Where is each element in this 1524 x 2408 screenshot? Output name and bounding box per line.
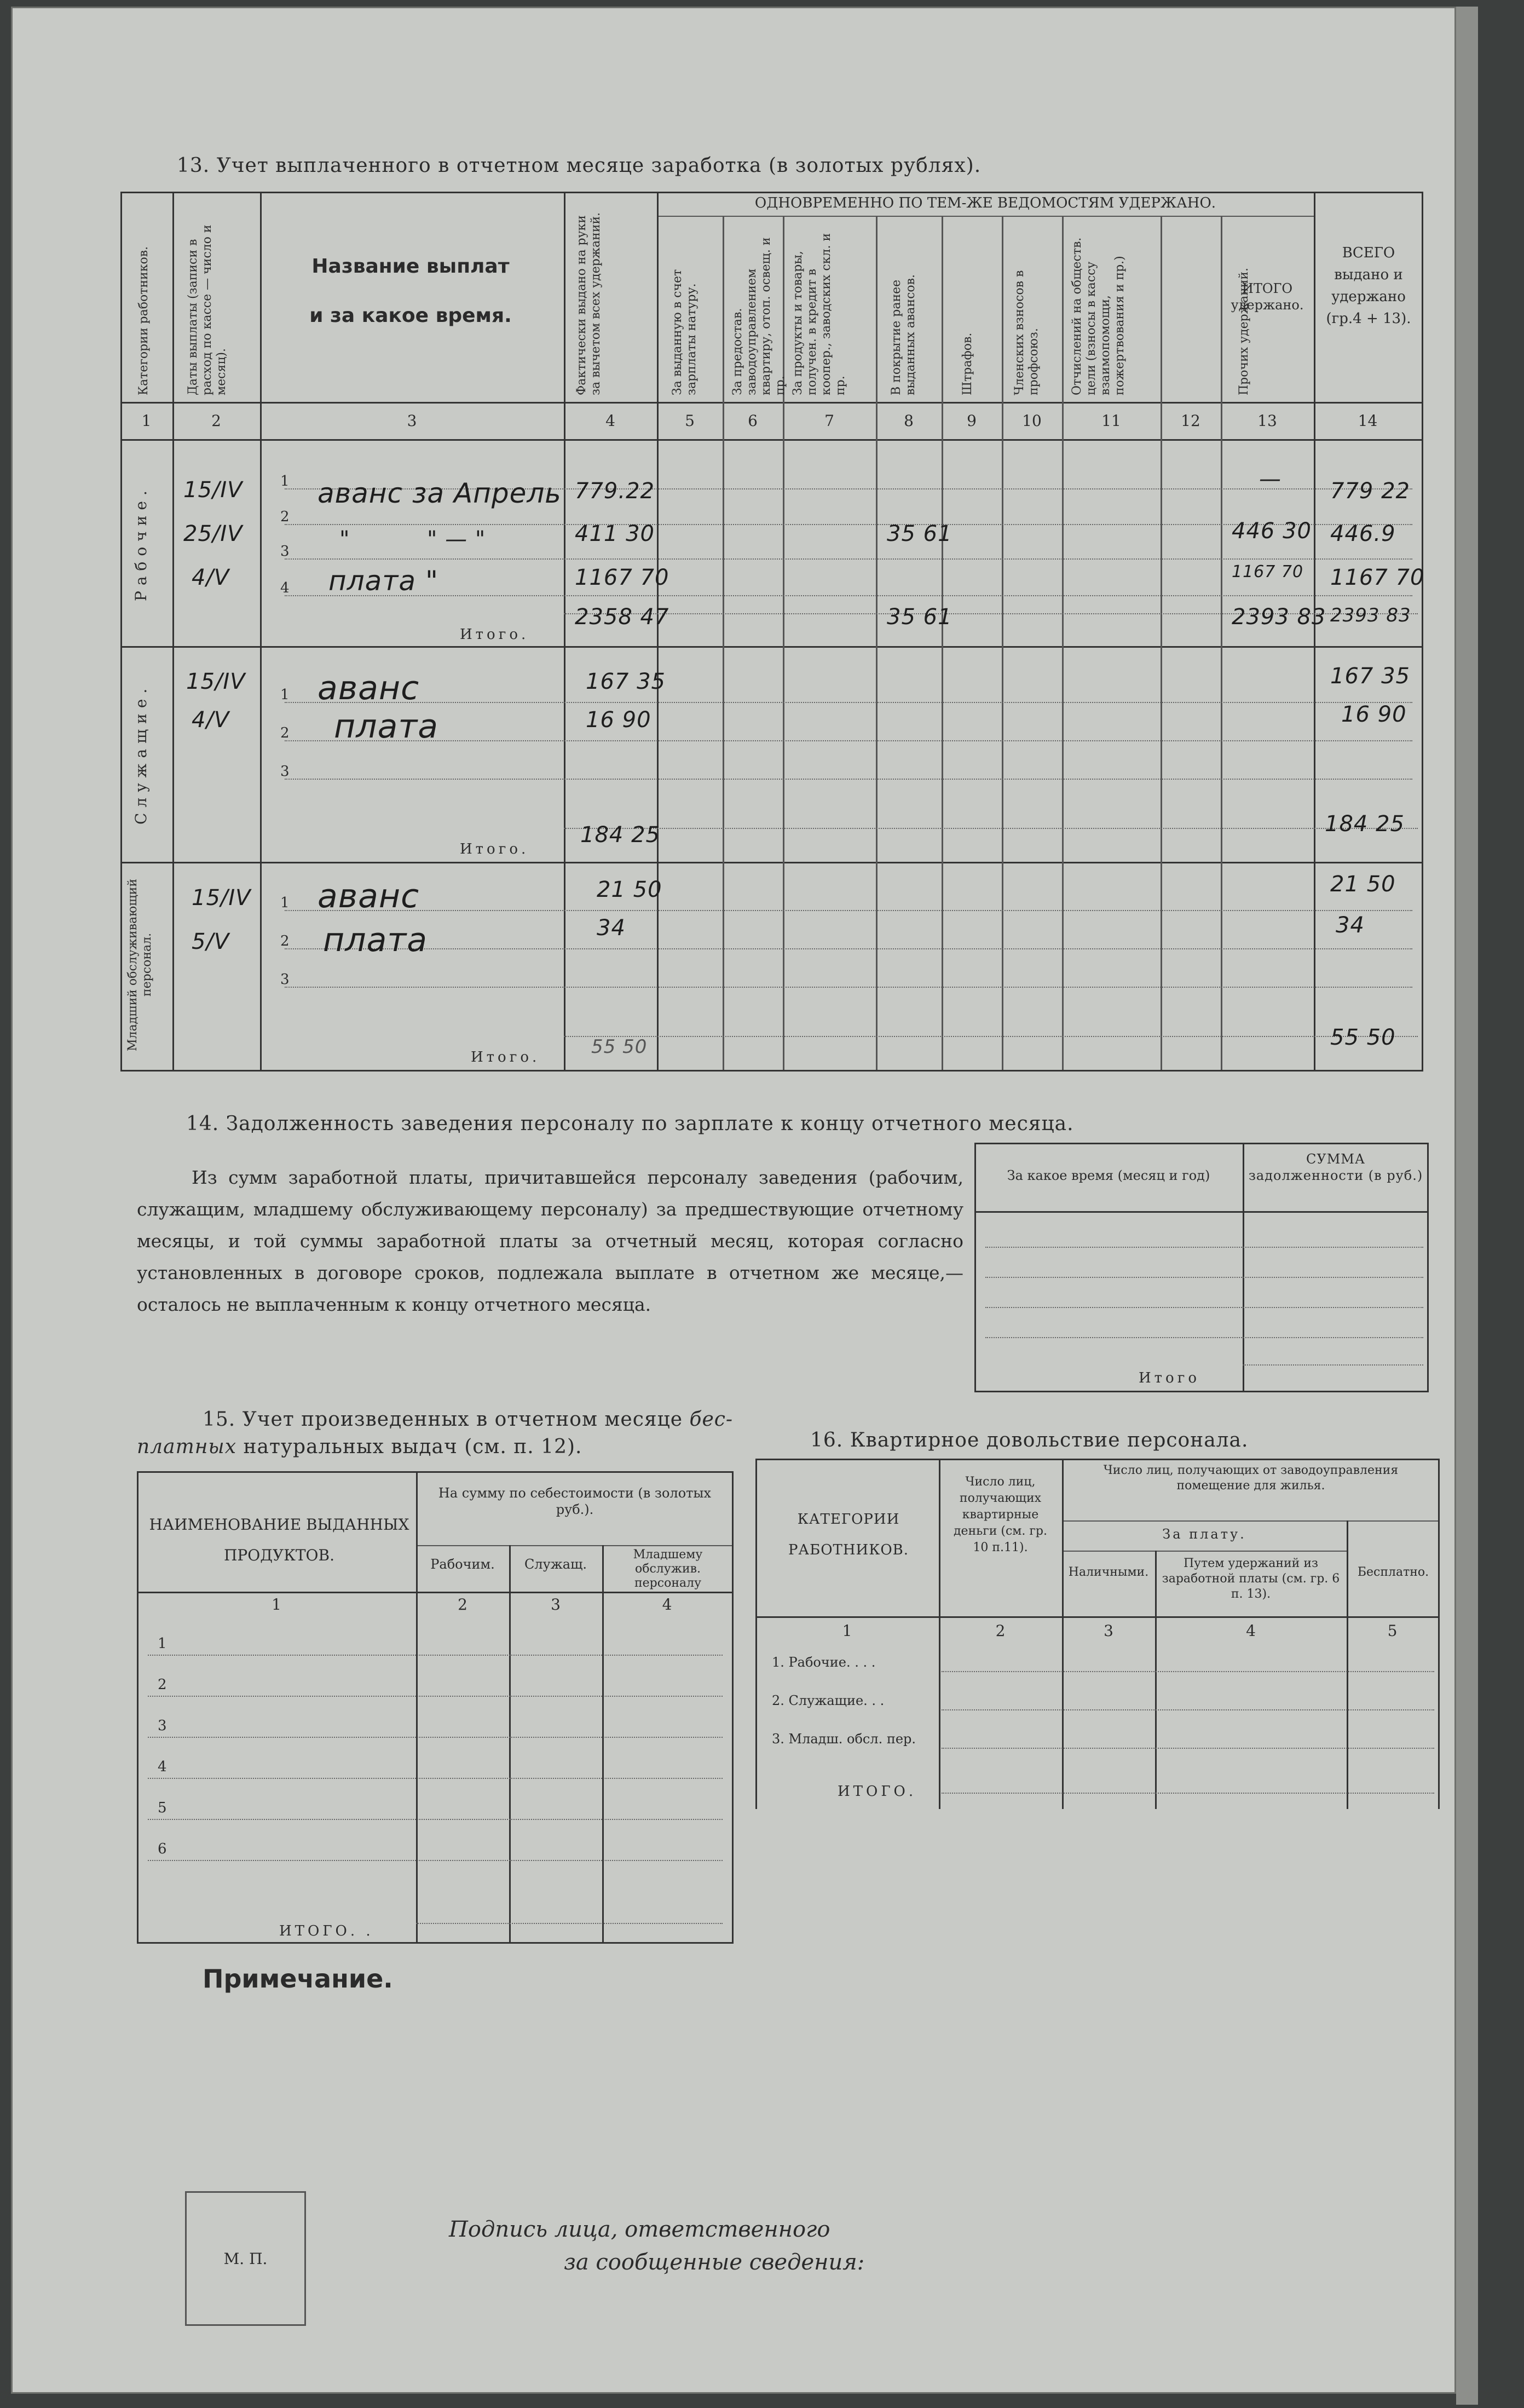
s15-sub-header-workers: Рабочим. bbox=[430, 1557, 495, 1572]
section-14-title: 14. Задолженность заведения персоналу по зарплате к концу отчетного месяца. bbox=[186, 1113, 1074, 1135]
signature-caption: Подпись лица, ответственного за сообщенные сведения: bbox=[449, 2217, 865, 2275]
s13-group-header: ОДНОВРЕМЕННО ПО ТЕМ-ЖЕ ВЕДОМОСТЯМ УДЕРЖАНО. bbox=[754, 195, 1216, 211]
section-14-paragraph: Из сумм заработной платы, причитавшейся персоналу заведения (рабочим, служащим, младшему обслуживающему персоналу) за предшествующие отчетному месяцы, и той суммы заработной платы за отчетный месяц, которая согласно установленных в договоре сроков, подлежала выплате в отчетном же месяце,— осталось не выплаченным к концу отчетного месяца. bbox=[137, 1167, 963, 1315]
s16-sub-header-free: Бесплатно. bbox=[1357, 1565, 1429, 1579]
category-junior-staff: Младший обслуживающий персонал. bbox=[126, 878, 154, 1051]
s13-col14-header: ВСЕГО выдано и удержано (гр.4 + 13). bbox=[1326, 245, 1411, 327]
section-16-title: 16. Квартирное довольствие персонала. bbox=[810, 1429, 1249, 1451]
s13-col2-header: Даты выплаты (записи в расход по кассе — число и месяц). bbox=[186, 224, 228, 395]
document-sheet: 13. Учет выплаченного в отчетном месяце заработка (в золотых рублях). ОДНОВРЕМЕННО ПО ТЕМ-ЖЕ ВЕДОМОСТЯМ УДЕРЖАНО. Категории работников. Даты выплаты (записи в расход по кассе — число и месяц). Название выплат и за какое время. Фактически выдано на руки за вычетом всех удержаний. За выданную в счет зарплаты натуру. За предостав. заводоуправлением квартиру, отоп. освещ. и пр. За продукты и товары, получен. в кредит в коопер., заводских скл. и пр. В покрытие ранее выданных авансов. Штрафов. Членских взносов в профсоюз. Отчислений на обществ. цели (взносы в кассу взаимопомощи, пожертвования и пр.) Прочих удержаний. ИТОГО удержано. ВСЕГО выдано и удержано (гр.4 + 13). 1 2 3 4 5 6 7 8 9 10 11 12 13 14 Рабочие. Служащие. Младший обслуживающий персонал. 1 2 3 4 1 2 3 1 2 3 Итого. Итого. Итого. 15/IV 25/IV 4/V аванс за Апрель " " — " плата " 779.22 411 30 1167 70 2358 47 35 61 35 61 — 446 30 1167 70 2393 83 779 22 446.9 1167 70 2393 83 15/IV 4/V аванс плата 167 35 16 90 184 25 167 35 16 90 184 25 15/IV 5/V аванс плата 21 50 34 55 50 21 50 34 55 50 14. Задолженность заведения персоналу по зарплате к концу отчетного месяца. Из сумм заработной платы, причитавшейся персоналу заведения (рабочим, служащим, младшему обслуживающему персоналу) за предшествующие отчетному месяцы, и той суммы заработной платы за отчетный месяц, которая согласно установленных в договоре сроков, подлежала выплате в отчетном же месяце,— осталось не выплаченным к концу отчетного месяца. За какое время (месяц и год) СУММА задолженности (в руб.) Итого 15. Учет произведенных в отчетном месяце бес- платных натуральных выдач (см. п. 12). НАИМЕНОВАНИЕ ВЫДАННЫХ ПРОДУКТОВ. На сумму по себестоимости (в золотых руб.). Рабочим. Служащ. Младшему обслужив. персоналу 1 2 3 4 1 2 3 4 5 6 ИТОГО. . 16. Квартирное довольствие персонала. КАТЕГОРИИ РАБОТНИКОВ. Число лиц, получающих квартирные деньги (см. гр. 10 п.11). Число лиц, получающих от заводоуправления помещение для жилья. За плату. Наличными. Путем удержаний из заработной платы (см. гр. 6 п. 13). Бесплатно. 1 2 3 4 5 1. Рабочие. . . . 2. Служащие. . . 3. Младш. обсл. пер. ИТОГО. Примечание. М. П. Подпись лица, ответственного за сообщенные сведения: bbox=[11, 7, 1456, 2394]
employees-total-label: Итого. bbox=[460, 841, 529, 857]
s13-col12-header: Прочих удержаний. bbox=[1237, 267, 1251, 395]
junior-total-label: Итого. bbox=[471, 1049, 540, 1065]
s14-col1-header: За какое время (месяц и год) bbox=[1007, 1168, 1210, 1183]
s13-col6-header: За предостав. заводоуправлением квартиру, отоп. освещ. и пр. bbox=[731, 237, 787, 395]
s15-sub-header-employees: Служащ. bbox=[524, 1557, 587, 1572]
section-15-title-line2: платных натуральных выдач (см. п. 12). bbox=[137, 1436, 582, 1458]
s13-col10-header: Членских взносов в профсоюз. bbox=[1013, 270, 1041, 395]
s13-col1-header: Категории работников. bbox=[137, 246, 151, 395]
s16-sub-header-cash: Наличными. bbox=[1068, 1565, 1149, 1579]
s14-col2-header: СУММА задолженности (в руб.) bbox=[1248, 1151, 1423, 1183]
s15-col1-header: НАИМЕНОВАНИЕ ВЫДАННЫХ ПРОДУКТОВ. bbox=[149, 1516, 409, 1564]
section-15-title-line1: 15. Учет произведенных в отчетном месяце бес- bbox=[203, 1408, 734, 1431]
s16-col2-header: Число лиц, получающих квартирные деньги (см. гр. 10 п.11). bbox=[954, 1475, 1047, 1554]
s13-col3-header: Название выплат и за какое время. bbox=[309, 255, 512, 327]
s16-sub-header-deduction: Путем удержаний из заработной платы (см. гр. 6 п. 13). bbox=[1162, 1557, 1340, 1601]
note-heading: Примечание. bbox=[203, 1964, 393, 1994]
s13-col9-header: Штрафов. bbox=[961, 332, 974, 395]
s13-col4-header: Фактически выдано на руки за вычетом всех удержаний. bbox=[575, 212, 603, 395]
s14-total-label: Итого bbox=[1139, 1370, 1200, 1386]
s15-group-header: На сумму по себестоимости (в золотых руб.). bbox=[438, 1485, 712, 1517]
category-employees: Служащие. bbox=[132, 683, 150, 825]
s15-sub-header-junior: Младшему обслужив. персоналу bbox=[633, 1548, 703, 1590]
stamp-box bbox=[185, 2191, 306, 2326]
s16-col1-header: КАТЕГОРИИ РАБОТНИКОВ. bbox=[788, 1511, 909, 1558]
s16-subgroup-header: За плату. bbox=[1162, 1526, 1246, 1542]
stamp-label: М. П. bbox=[223, 2249, 268, 2268]
section-13-title: 13. Учет выплаченного в отчетном месяце заработка (в золотых рублях). bbox=[177, 154, 982, 177]
s15-total-label: ИТОГО. . bbox=[279, 1923, 374, 1939]
s13-col8-header: В покрытие ранее выданных авансов. bbox=[890, 274, 917, 395]
category-workers: Рабочие. bbox=[132, 485, 150, 601]
s13-col5-header: За выданную в счет зарплаты натуру. bbox=[671, 269, 698, 395]
s13-col7-header: За продукты и товары, получен. в кредит в коопер., заводских скл. и пр. bbox=[791, 233, 847, 395]
s16-total-label: ИТОГО. bbox=[838, 1783, 917, 1800]
s13-col13-header: ИТОГО удержано. bbox=[1231, 281, 1304, 313]
workers-total-label: Итого. bbox=[460, 626, 529, 643]
s16-group-header: Число лиц, получающих от заводоуправления помещение для жилья. bbox=[1103, 1464, 1399, 1493]
s13-col11-header: Отчислений на обществ. цели (взносы в кассу взаимопомощи, пожертвования и пр.) bbox=[1070, 237, 1127, 395]
